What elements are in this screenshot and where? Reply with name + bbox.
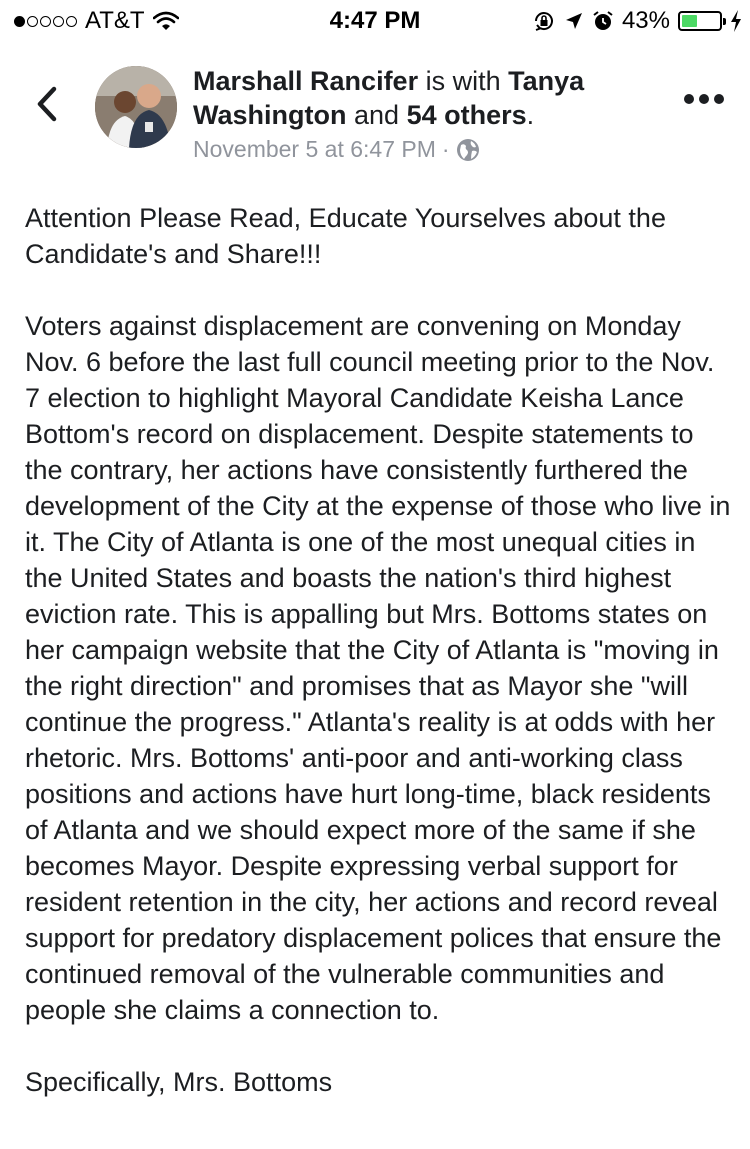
status-time: 4:47 PM <box>329 7 421 34</box>
profile-photo <box>95 66 177 148</box>
battery-percent: 43% <box>621 7 670 34</box>
meta-separator: · <box>441 136 450 162</box>
charging-bolt-icon <box>730 10 742 32</box>
globe-icon[interactable] <box>456 138 480 162</box>
post-meta <box>193 136 480 163</box>
status-bar <box>0 0 750 40</box>
post-body <box>25 200 735 1100</box>
rotation-lock-icon <box>532 9 556 33</box>
battery-level <box>682 15 697 27</box>
author-name[interactable]: Marshall Rancifer <box>193 66 419 96</box>
more-dot-icon <box>684 94 694 104</box>
post-paragraph: Attention Please Read, Educate Yourselves about the Candidate's and Share!!! <box>25 203 666 269</box>
more-dot-icon <box>699 94 709 104</box>
location-arrow-icon <box>564 11 584 31</box>
post-header <box>0 56 750 176</box>
battery-icon <box>678 11 722 31</box>
post-paragraph: Specifically, Mrs. Bottoms <box>25 1067 333 1097</box>
post-author-line <box>193 64 653 132</box>
carrier-name: AT&T <box>85 7 145 34</box>
alarm-icon <box>592 10 614 32</box>
more-dot-icon <box>714 94 724 104</box>
and-text: and <box>354 100 400 130</box>
more-options-button[interactable] <box>684 94 724 104</box>
post-date[interactable]: November 5 at 6:47 PM <box>193 136 436 162</box>
post-paragraph: Voters against displacement are convening on Monday Nov. 6 before the last full council meeting prior to the Nov. 7 election to highlight Mayoral Candidate Keisha Lance Bottom's record on displacement. Despite statements to the contrary, her actions have consistently furthered the development of the City at the expense of those who live in it. The City of Atlanta is one of the most unequal cities in the United States and boasts the nation's third highest eviction rate. This is appalling but Mrs. Bottoms states on her campaign website that the City of Atlanta is "moving in the right direction" and promises that as Mayor she "will continue the progress." Atlanta's reality is at odds with her rhetoric. Mrs. Bottoms' anti-poor and anti-working class positions and actions have hurt long-time, black residents of Atlanta and we should expect more of the same if she becomes Mayor. Despite expressing verbal support for resident retention in the city, her actions and record reveal support for predatory displacement polices that ensure the continued removal of the vulnerable communities and people she claims a connection to. <box>25 311 731 1025</box>
back-button[interactable] <box>30 84 64 124</box>
tagged-person[interactable]: Tanya Washington <box>193 66 585 130</box>
tagged-others-link[interactable]: 54 others <box>406 100 527 130</box>
status-right <box>532 7 742 35</box>
end-punct: . <box>526 100 535 130</box>
avatar[interactable] <box>95 66 177 148</box>
with-text: is with <box>425 66 501 96</box>
